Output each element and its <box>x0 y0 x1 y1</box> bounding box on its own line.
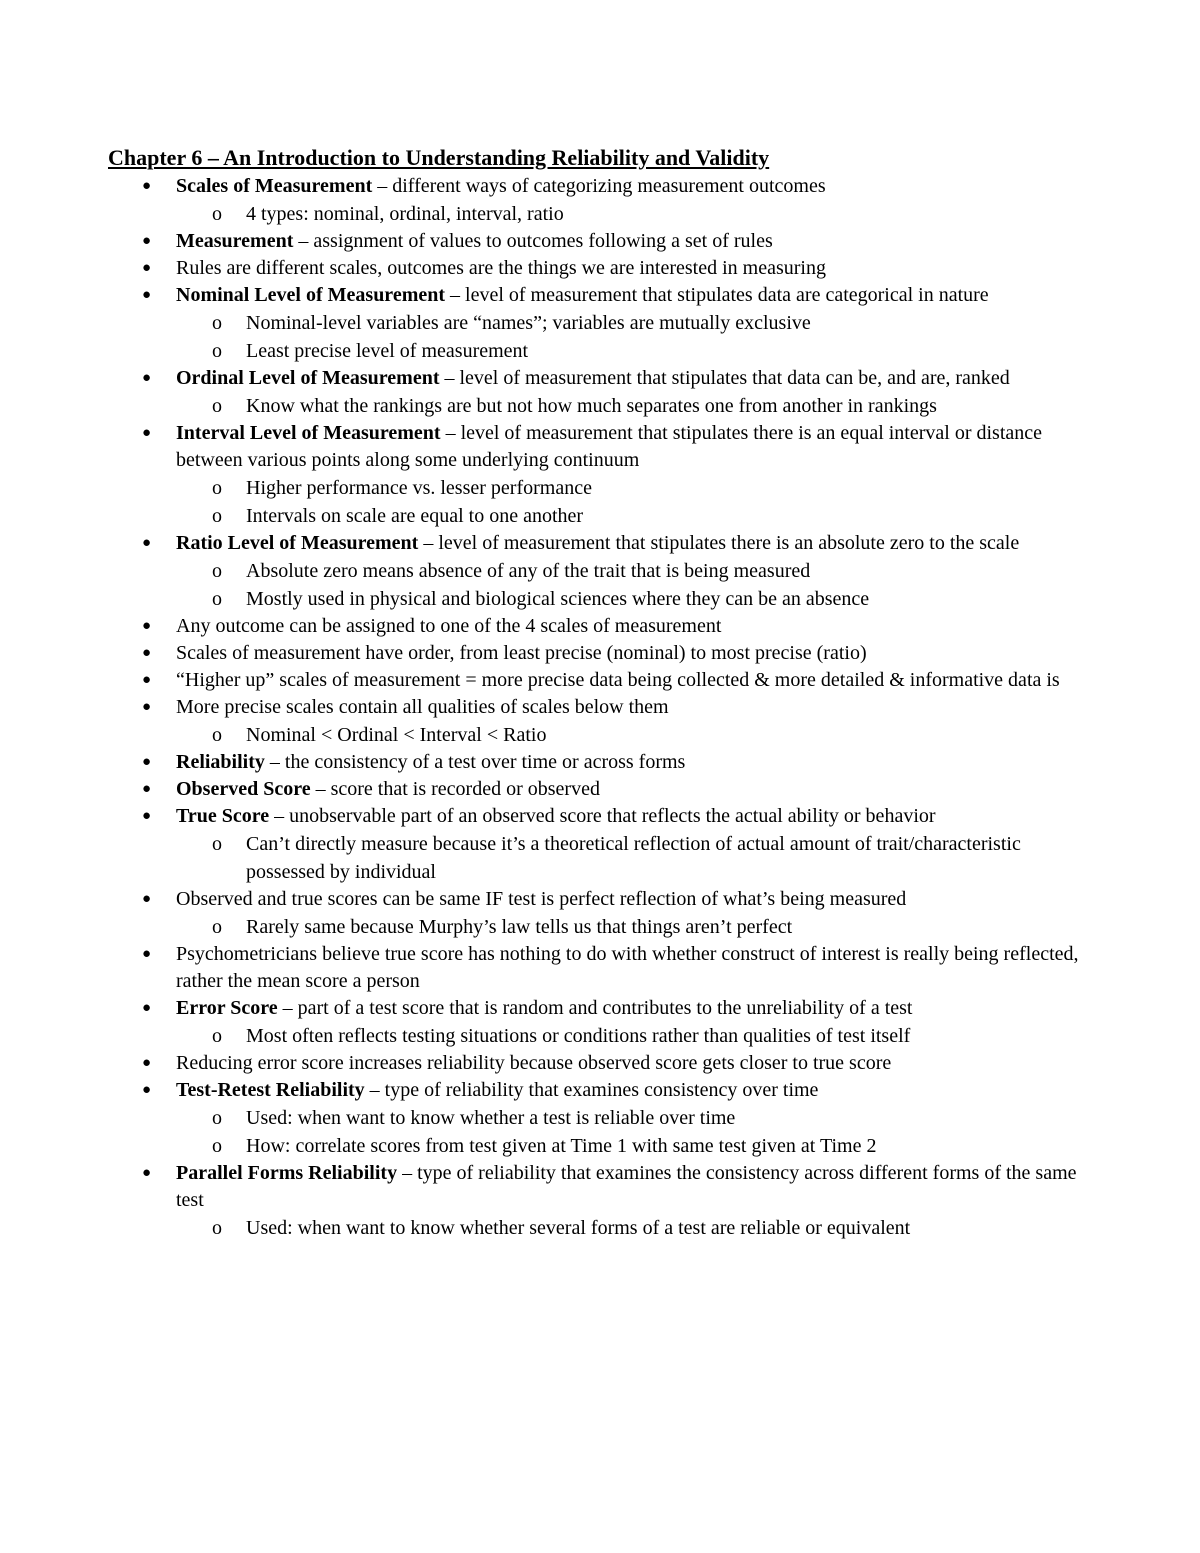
bullet-dot-icon: ● <box>142 287 152 303</box>
sub-list-item <box>176 337 1093 365</box>
list-item-term: Interval Level of Measurement <box>176 422 441 444</box>
bullet-dot-icon: ● <box>142 1000 152 1016</box>
sub-list <box>176 1022 1093 1050</box>
list-item <box>108 640 1093 667</box>
sub-list <box>176 913 1093 941</box>
sub-list-item-text: Absolute zero means absence of any of the trait that is being measured <box>246 560 811 582</box>
sub-list <box>176 1214 1093 1242</box>
sub-list <box>176 392 1093 420</box>
sub-list-item-text: Mostly used in physical and biological sciences where they can be an absence <box>246 588 870 610</box>
list-item <box>108 886 1093 941</box>
sub-list-item-text: Can’t directly measure because it’s a theoretical reflection of actual amount of trait/characteristic possessed by individual <box>246 833 1021 883</box>
hollow-bullet-icon: o <box>212 477 222 499</box>
hollow-bullet-icon: o <box>212 560 222 582</box>
list-item-text: Scales of measurement have order, from least precise (nominal) to most precise (ratio) <box>176 642 867 664</box>
bullet-dot-icon: ● <box>142 370 152 386</box>
list-item-term: Measurement <box>176 230 294 252</box>
sub-list <box>176 200 1093 228</box>
list-item <box>108 613 1093 640</box>
hollow-bullet-icon: o <box>212 1135 222 1157</box>
bullet-list <box>108 173 1093 1242</box>
list-item <box>108 667 1093 694</box>
hollow-bullet-icon: o <box>212 340 222 362</box>
list-item-term: Parallel Forms Reliability <box>176 1162 398 1184</box>
sub-list-item-text: How: correlate scores from test given at Time 1 with same test given at Time 2 <box>246 1135 877 1157</box>
list-item <box>108 776 1093 803</box>
sub-list-item <box>176 557 1093 585</box>
bullet-dot-icon: ● <box>142 178 152 194</box>
bullet-dot-icon: ● <box>142 535 152 551</box>
sub-list-item-text: Rarely same because Murphy’s law tells us that things aren’t perfect <box>246 916 793 938</box>
bullet-dot-icon: ● <box>142 260 152 276</box>
sub-list <box>176 721 1093 749</box>
list-item-text: Any outcome can be assigned to one of the 4 scales of measurement <box>176 615 722 637</box>
list-item-text: Rules are different scales, outcomes are the things we are interested in measuring <box>176 257 826 279</box>
sub-list <box>176 557 1093 613</box>
list-item-text: – level of measurement that stipulates data are categorical in nature <box>445 284 989 306</box>
list-item <box>108 1077 1093 1160</box>
list-item-term: True Score <box>176 805 270 827</box>
bullet-dot-icon: ● <box>142 891 152 907</box>
list-item <box>108 420 1093 530</box>
sub-list-item <box>176 1132 1093 1160</box>
sub-list-item-text: Know what the rankings are but not how much separates one from another in rankings <box>246 395 937 417</box>
sub-list <box>176 309 1093 365</box>
list-item-text: – type of reliability that examines consistency over time <box>364 1079 819 1101</box>
sub-list-item <box>176 1104 1093 1132</box>
sub-list-item <box>176 309 1093 337</box>
bullet-dot-icon: ● <box>142 1055 152 1071</box>
list-item <box>108 694 1093 749</box>
sub-list-item-text: Nominal-level variables are “names”; variables are mutually exclusive <box>246 312 811 334</box>
hollow-bullet-icon: o <box>212 916 222 938</box>
list-item-text: – score that is recorded or observed <box>310 778 600 800</box>
sub-list-item-text: Used: when want to know whether a test is reliable over time <box>246 1107 736 1129</box>
hollow-bullet-icon: o <box>212 833 222 855</box>
page-title: Chapter 6 – An Introduction to Understanding Reliability and Validity <box>108 145 770 170</box>
list-item <box>108 1160 1093 1242</box>
list-item-text: – assignment of values to outcomes following a set of rules <box>293 230 773 252</box>
list-item-term: Ordinal Level of Measurement <box>176 367 440 389</box>
sub-list-item-text: Nominal < Ordinal < Interval < Ratio <box>246 724 547 746</box>
bullet-dot-icon: ● <box>142 699 152 715</box>
list-item-text: – level of measurement that stipulates there is an absolute zero to the scale <box>418 532 1020 554</box>
list-item-text: – the consistency of a test over time or across forms <box>264 751 686 773</box>
list-item-text: More precise scales contain all qualities of scales below them <box>176 696 669 718</box>
list-item-text: – type of reliability that examines the consistency across different forms of the same test <box>176 1162 1077 1211</box>
sub-list-item-text: Most often reflects testing situations or conditions rather than qualities of test itself <box>246 1025 911 1047</box>
list-item-text: – unobservable part of an observed score that reflects the actual ability or behavior <box>269 805 936 827</box>
sub-list-item <box>176 1022 1093 1050</box>
list-item-text: Observed and true scores can be same IF test is perfect reflection of what’s being measured <box>176 888 907 910</box>
list-item <box>108 803 1093 886</box>
sub-list-item-text: Higher performance vs. lesser performance <box>246 477 592 499</box>
hollow-bullet-icon: o <box>212 1217 222 1239</box>
list-item <box>108 749 1093 776</box>
sub-list-item <box>176 830 1093 886</box>
sub-list <box>176 830 1093 886</box>
bullet-dot-icon: ● <box>142 1165 152 1181</box>
sub-list-item <box>176 474 1093 502</box>
list-item-text: – level of measurement that stipulates that data can be, and are, ranked <box>439 367 1010 389</box>
list-item-term: Reliability <box>176 751 265 773</box>
sub-list <box>176 1104 1093 1160</box>
list-item <box>108 995 1093 1050</box>
sub-list-item <box>176 200 1093 228</box>
sub-list-item <box>176 1214 1093 1242</box>
list-item-term: Nominal Level of Measurement <box>176 284 446 306</box>
bullet-dot-icon: ● <box>142 425 152 441</box>
list-item-term: Observed Score <box>176 778 311 800</box>
list-item-text: “Higher up” scales of measurement = more precise data being collected & more detailed & informative data is <box>176 669 1060 691</box>
bullet-dot-icon: ● <box>142 781 152 797</box>
list-item <box>108 530 1093 613</box>
hollow-bullet-icon: o <box>212 588 222 610</box>
list-item <box>108 255 1093 282</box>
list-item <box>108 1050 1093 1077</box>
bullet-dot-icon: ● <box>142 808 152 824</box>
bullet-dot-icon: ● <box>142 672 152 688</box>
list-item-term: Error Score <box>176 997 278 1019</box>
bullet-dot-icon: ● <box>142 946 152 962</box>
list-item <box>108 365 1093 420</box>
document-content <box>108 143 1093 1242</box>
sub-list-item <box>176 502 1093 530</box>
list-item-text: – different ways of categorizing measurement outcomes <box>372 175 826 197</box>
list-item <box>108 282 1093 365</box>
hollow-bullet-icon: o <box>212 312 222 334</box>
sub-list-item-text: Used: when want to know whether several forms of a test are reliable or equivalent <box>246 1217 911 1239</box>
bullet-dot-icon: ● <box>142 754 152 770</box>
bullet-dot-icon: ● <box>142 645 152 661</box>
sub-list-item-text: Intervals on scale are equal to one another <box>246 505 584 527</box>
sub-list-item <box>176 721 1093 749</box>
hollow-bullet-icon: o <box>212 203 222 225</box>
list-item-term: Ratio Level of Measurement <box>176 532 419 554</box>
bullet-dot-icon: ● <box>142 233 152 249</box>
list-item-text: – part of a test score that is random and contributes to the unreliability of a test <box>277 997 913 1019</box>
sub-list <box>176 474 1093 530</box>
list-item <box>108 173 1093 228</box>
bullet-dot-icon: ● <box>142 618 152 634</box>
list-item-term: Scales of Measurement <box>176 175 373 197</box>
hollow-bullet-icon: o <box>212 1107 222 1129</box>
sub-list-item <box>176 392 1093 420</box>
hollow-bullet-icon: o <box>212 505 222 527</box>
sub-list-item <box>176 585 1093 613</box>
list-item <box>108 941 1093 995</box>
list-item <box>108 228 1093 255</box>
list-item-text: – level of measurement that stipulates there is an equal interval or distance between various points along some underlying continuum <box>176 422 1043 471</box>
sub-list-item-text: 4 types: nominal, ordinal, interval, ratio <box>246 203 564 225</box>
hollow-bullet-icon: o <box>212 395 222 417</box>
list-item-text: Reducing error score increases reliability because observed score gets closer to true score <box>176 1052 892 1074</box>
bullet-dot-icon: ● <box>142 1082 152 1098</box>
sub-list-item-text: Least precise level of measurement <box>246 340 529 362</box>
sub-list-item <box>176 913 1093 941</box>
list-item-text: Psychometricians believe true score has nothing to do with whether construct of interest is really being reflected, rather the mean score a person <box>176 943 1079 992</box>
hollow-bullet-icon: o <box>212 724 222 746</box>
list-item-term: Test-Retest Reliability <box>176 1079 365 1101</box>
hollow-bullet-icon: o <box>212 1025 222 1047</box>
